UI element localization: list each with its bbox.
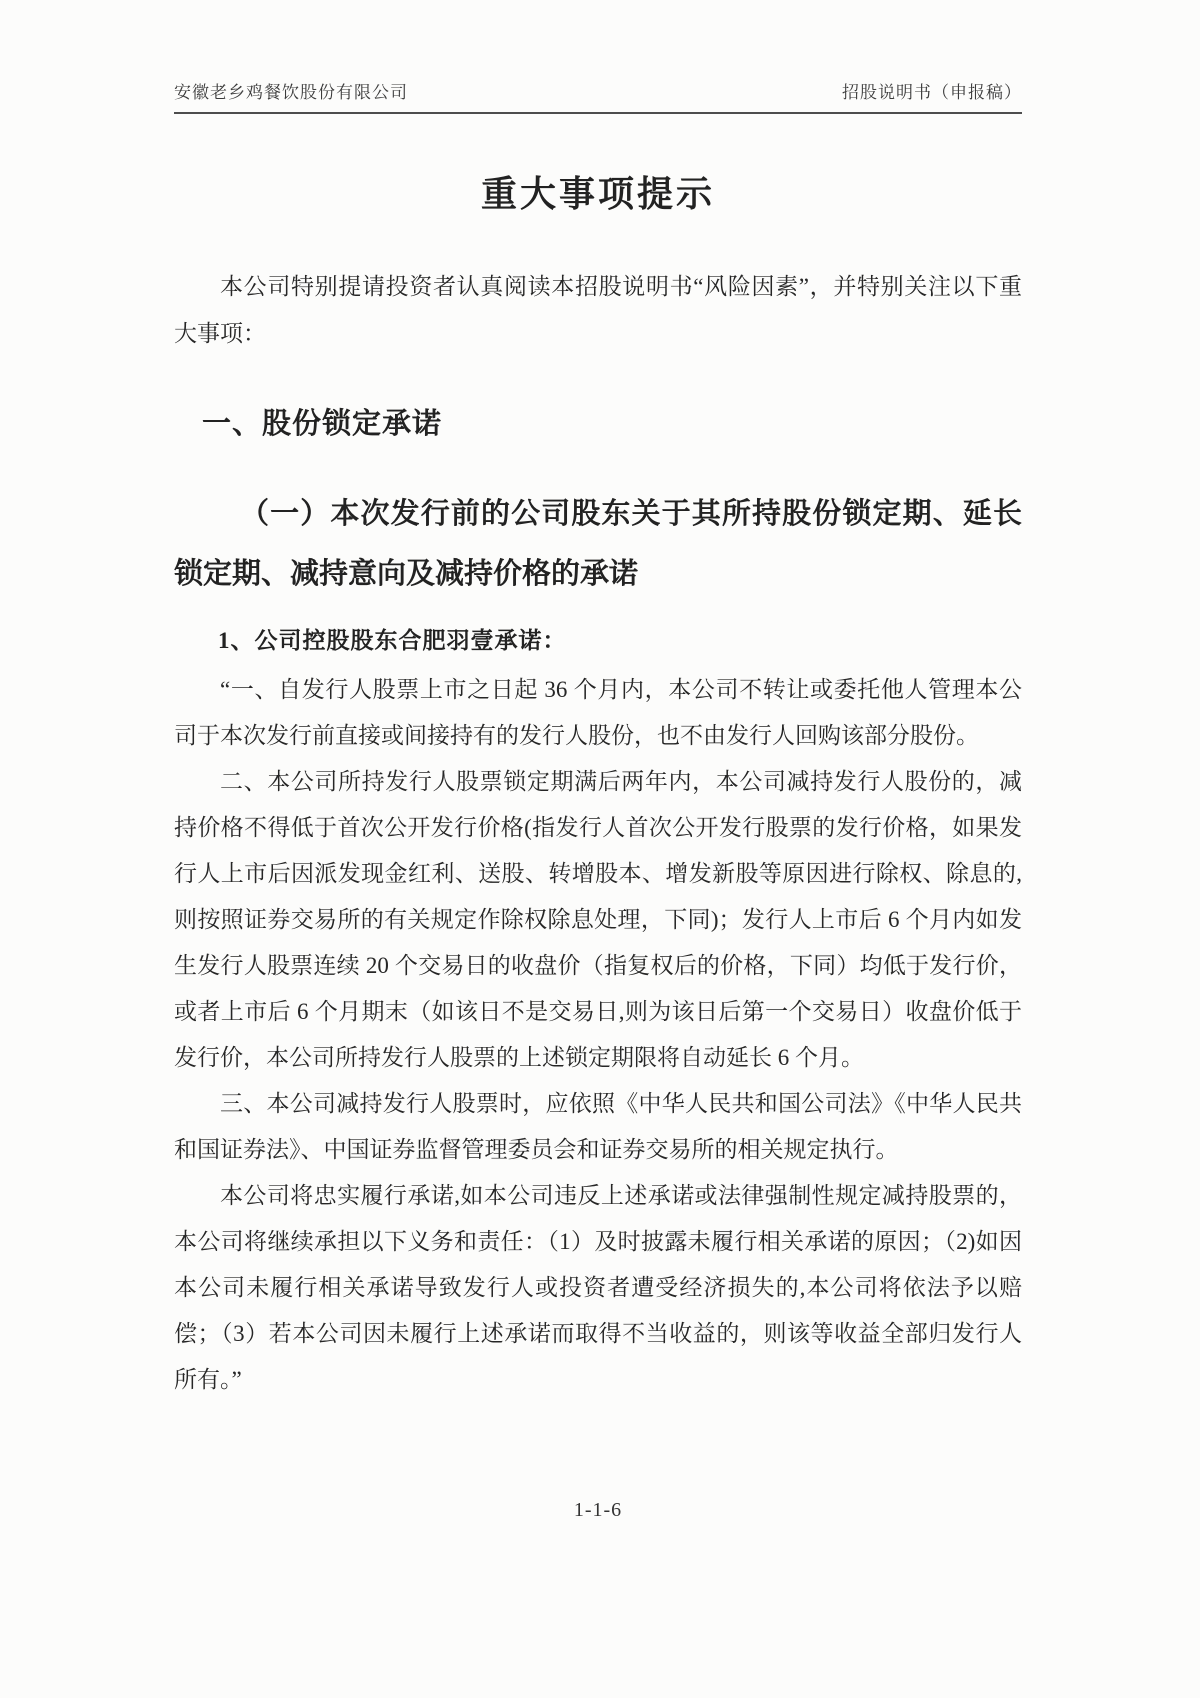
page-title: 重大事项提示 <box>480 173 715 214</box>
page-number: 1-1-6 <box>573 1499 623 1521</box>
section-heading-share-lockup: 一、股份锁定承诺 <box>202 408 443 440</box>
subsection-heading-lockup-commitment: （一）本次发行前的公司股东关于其所持股份锁定期、延长锁定期、减持意向及减持价格的承诺 <box>174 498 1022 590</box>
intro-paragraph: 本公司特别提请投资者认真阅读本招股说明书“风险因素”，并特别关注以下重大事项： <box>174 274 1022 346</box>
item-heading-controlling-shareholder-commitment: 1、公司控股股东合肥羽壹承诺： <box>218 628 567 653</box>
commitment-paragraph-3: 三、本公司减持发行人股票时，应依照《中华人民共和国公司法》《中华人民共和国证券法》、中国证券监督管理委员会和证券交易所的相关规定执行。 <box>174 1091 1022 1162</box>
commitment-paragraph-4: 本公司将忠实履行承诺,如本公司违反上述承诺或法律强制性规定减持股票的，本公司将继续承担以下义务和责任：（1）及时披露未履行相关承诺的原因；（2)如因本公司未履行相关承诺导致发行人或投资者遭受经济损失的,本公司将依法予以赔偿；（3）若本公司因未履行上述承诺而取得不当收益的，则该等收益全部归发行人所有。” <box>174 1183 1022 1392</box>
commitment-paragraph-2: 二、本公司所持发行人股票锁定期满后两年内，本公司减持发行人股份的，减持价格不得低于首次公开发行价格(指发行人首次公开发行股票的发行价格，如果发行人上市后因派发现金红利、送股、转增股本、增发新股等原因进行除权、除息的,则按照证券交易所的有关规定作除权除息处理，下同)；发行人上市后 6 个月内如发生发行人股票连续 20 个交易日的收盘价（指复权后的价格，下同）均低于发行价，或者上市后 6 个月期末（如该日不是交易日,则为该日后第一个交易日）收盘价低于发行价，本公司所持发行人股票的上述锁定期限将自动延长 6 个月。 <box>174 769 1022 1070</box>
page-header <box>174 78 1022 114</box>
header-document-type: 招股说明书（申报稿） <box>842 83 1022 102</box>
commitment-paragraph-1: “一、自发行人股票上市之日起 36 个月内，本公司不转让或委托他人管理本公司于本次发行前直接或间接持有的发行人股份，也不由发行人回购该部分股份。 <box>174 677 1022 748</box>
header-company-name: 安徽老乡鸡餐饮股份有限公司 <box>174 83 408 102</box>
